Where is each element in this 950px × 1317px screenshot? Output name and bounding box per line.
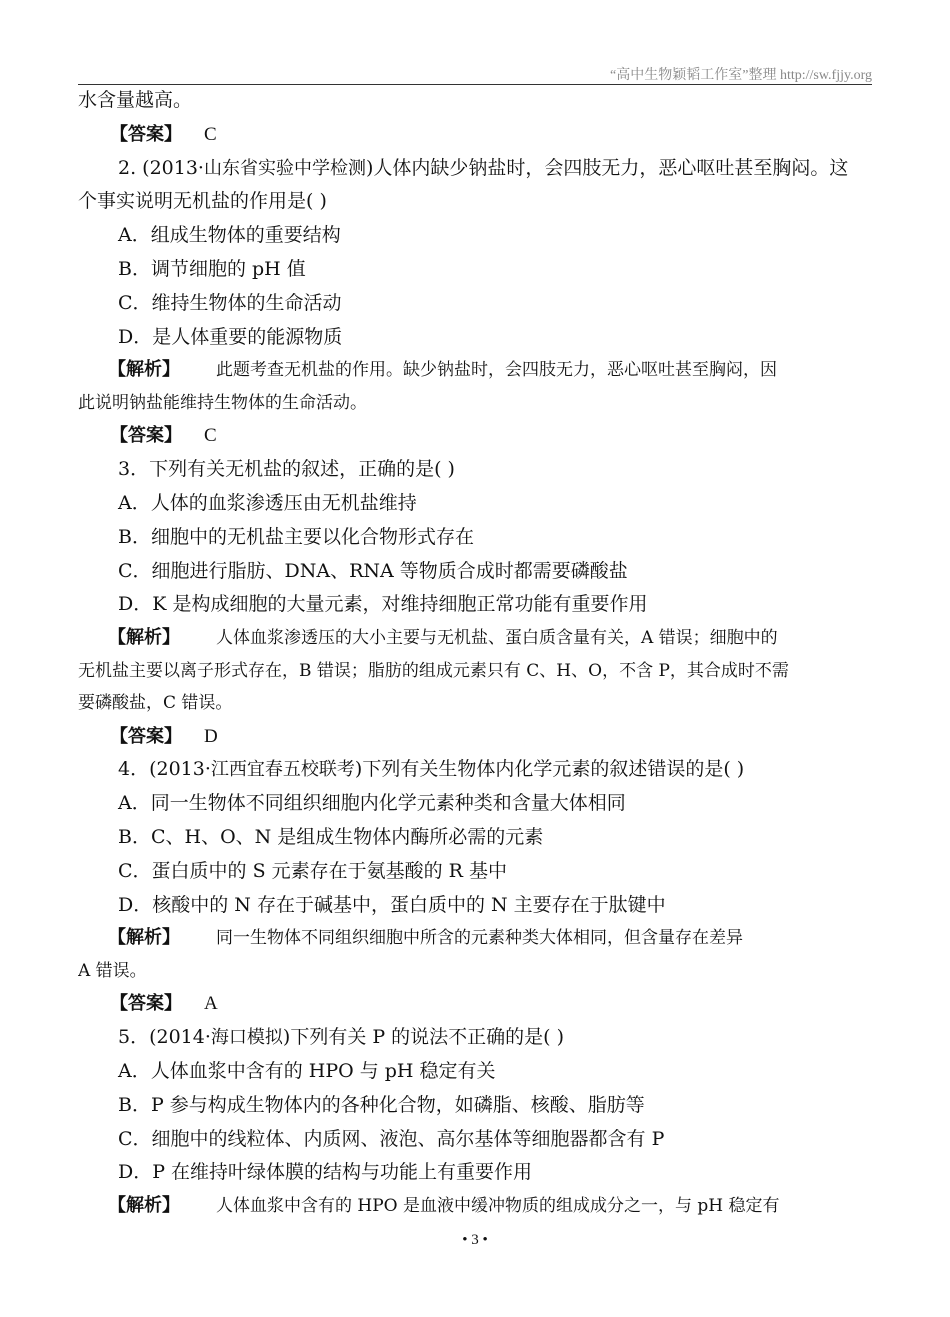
question-number: 2. (2013· (118, 156, 204, 179)
option-b: B．C、H、O、N 是组成生物体内酶所必需的元素 (118, 826, 544, 849)
explanation-tag: 【解析】 (108, 927, 180, 949)
option-a: A．人体血浆中含有的 HPO 与 pH 稳定有关 (118, 1060, 496, 1083)
explanation-line (78, 622, 872, 655)
question-5-stem (78, 1021, 872, 1055)
question-4-stem (78, 753, 872, 787)
answer-tag: 【答案】 (110, 123, 182, 145)
answer-value: C (204, 425, 217, 447)
explanation-line (78, 354, 872, 387)
answer-line (78, 987, 872, 1021)
option-b: B．调节细胞的 pH 值 (118, 257, 306, 280)
explanation-text: 人体血浆渗透压的大小主要与无机盐、蛋白质含量有关，A 错误；细胞中的 (216, 628, 778, 649)
text-line: 水含量越高。 (78, 89, 193, 111)
question-text: )下列有关生物体内化学元素的叙述错误的是( ) (354, 758, 745, 781)
explanation-tag: 【解析】 (108, 359, 180, 381)
answer-line (78, 118, 872, 152)
explanation-tag: 【解析】 (108, 627, 180, 649)
answer-line (78, 720, 872, 754)
question-number: 5．(2014· (118, 1026, 211, 1049)
question-number: 4．(2013· (118, 758, 211, 781)
explanation-text: 人体血浆中含有的 HPO 是血液中缓冲物质的组成成分之一，与 pH 稳定有 (216, 1196, 780, 1217)
option-d: D．核酸中的 N 存在于碱基中，蛋白质中的 N 主要存在于肽键中 (118, 893, 666, 916)
explanation-line-cont: 无机盐主要以离子形式存在，B 错误；脂肪的组成元素只有 C、H、O，不含 P，其合成时不需 (78, 660, 789, 681)
explanation-line (78, 1190, 872, 1223)
page-header (78, 64, 872, 85)
question-3-stem: 3．下列有关无机盐的叙述，正确的是( ) (118, 458, 455, 481)
explanation-line (78, 922, 872, 955)
answer-tag: 【答案】 (110, 725, 182, 747)
document-body (78, 84, 872, 1223)
header-text: “高中生物颖韬工作室”整理 http://sw.fjjy.org (610, 68, 872, 83)
explanation-line-cont: 要磷酸盐，C 错误。 (78, 693, 233, 714)
option-d: D．是人体重要的能源物质 (118, 325, 343, 348)
option-c: C．蛋白质中的 S 元素存在于氨基酸的 R 基中 (118, 859, 508, 882)
option-c: C．维持生物体的生命活动 (118, 291, 342, 314)
answer-tag: 【答案】 (110, 425, 182, 447)
option-a: A．人体的血浆渗透压由无机盐维持 (118, 491, 417, 514)
option-c: C．细胞进行脂肪、DNA、RNA 等物质合成时都需要磷酸盐 (118, 559, 628, 582)
question-text: )下列有关 P 的说法不正确的是( ) (282, 1026, 565, 1049)
question-2-stem-cont: 个事实说明无机盐的作用是( ) (78, 190, 327, 213)
option-a: A．组成生物体的重要结构 (118, 224, 341, 247)
question-source: 海口模拟 (210, 1027, 283, 1049)
option-a: A．同一生物体不同组织细胞内化学元素种类和含量大体相同 (118, 792, 626, 815)
page-number: • 3 • (462, 1232, 488, 1248)
question-source: 山东省实验中学检测 (203, 157, 366, 179)
option-d: D．P 在维持叶绿体膜的结构与功能上有重要作用 (118, 1161, 533, 1184)
option-d: D．K 是构成细胞的大量元素，对维持细胞正常功能有重要作用 (118, 593, 648, 616)
explanation-tag: 【解析】 (108, 1195, 180, 1217)
explanation-line-cont: 此说明钠盐能维持生物体的生命活动。 (78, 392, 367, 413)
option-c: C．细胞中的线粒体、内质网、液泡、高尔基体等细胞器都含有 P (118, 1127, 665, 1150)
answer-line (78, 419, 872, 453)
answer-tag: 【答案】 (110, 993, 182, 1015)
question-source: 江西宜春五校联考 (210, 759, 355, 781)
explanation-text: 此题考查无机盐的作用。缺少钠盐时，会四肢无力，恶心呕吐甚至胸闷，因 (216, 360, 777, 381)
answer-value: D (204, 725, 218, 747)
explanation-line-cont: A 错误。 (78, 960, 147, 981)
explanation-text: 同一生物体不同组织细胞中所含的元素种类大体相同，但含量存在差异 (216, 928, 743, 949)
answer-value: A (204, 993, 218, 1015)
option-b: B．P 参与构成生物体内的各种化合物，如磷脂、核酸、脂肪等 (118, 1093, 645, 1116)
option-b: B．细胞中的无机盐主要以化合物形式存在 (118, 525, 474, 548)
answer-value: C (204, 123, 217, 145)
question-text: )人体内缺少钠盐时，会四肢无力，恶心呕吐甚至胸闷。这 (365, 156, 849, 179)
question-2-stem (78, 152, 872, 186)
